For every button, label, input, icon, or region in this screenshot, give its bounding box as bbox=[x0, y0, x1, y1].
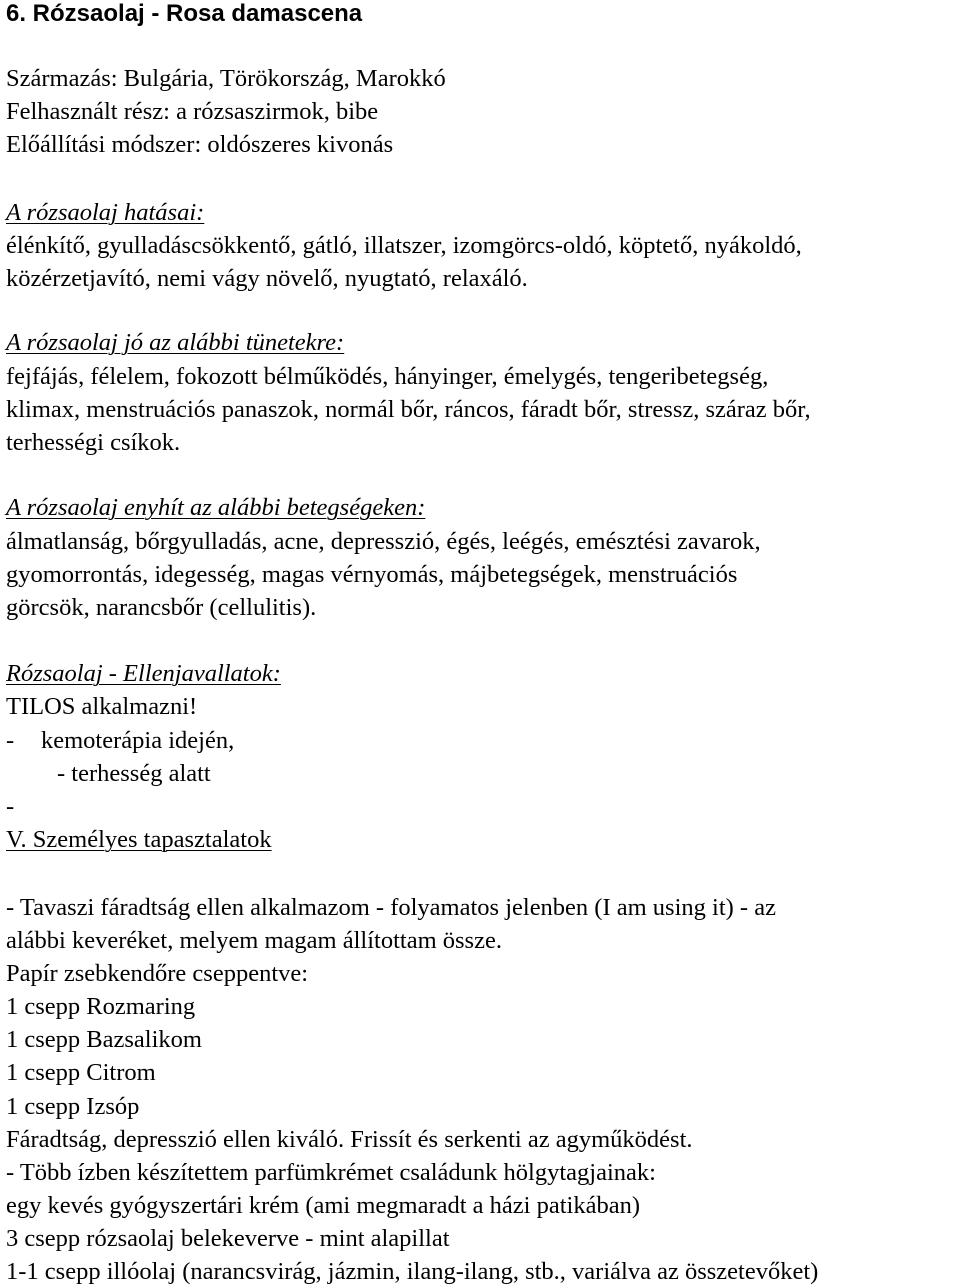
part-used-line: Felhasznált rész: a rózsaszirmok, bibe bbox=[6, 98, 379, 125]
contraindications-warning: TILOS alkalmazni! bbox=[6, 693, 198, 720]
contraindication-item: kemoterápia idején, bbox=[41, 727, 235, 754]
experience-heading bbox=[6, 826, 272, 854]
experience-line: alábbi keveréket, melyem magam állítottam össze. bbox=[6, 927, 502, 954]
document-title: 6. Rózsaolaj - Rosa damascena bbox=[6, 0, 363, 27]
recipe-item: 1 csepp Bazsalikom bbox=[6, 1026, 202, 1053]
contraindication-dash: - bbox=[6, 793, 15, 820]
experience-heading-text: V. Személyes tapasztalatok bbox=[6, 826, 272, 853]
effects-line: élénkítő, gyulladáscsökkentő, gátló, illatszer, izomgörcs-oldó, köptető, nyákoldó, bbox=[6, 232, 802, 259]
experience-line: egy kevés gyógyszertári krém (ami megmaradt a házi patikában) bbox=[6, 1192, 641, 1219]
experience-line: 1-1 csepp illóolaj (narancsvirág, jázmin, ilang-ilang, stb., variálva az összetevőket) bbox=[6, 1258, 819, 1285]
symptoms-line: terhességi csíkok. bbox=[6, 429, 181, 456]
contraindication-dash: - bbox=[6, 727, 15, 754]
diseases-heading: A rózsaolaj enyhít az alábbi betegségeken: bbox=[6, 494, 426, 521]
diseases-line: álmatlanság, bőrgyulladás, acne, depresszió, égés, leégés, emésztési zavarok, bbox=[6, 528, 761, 555]
diseases-line: gyomorrontás, idegesség, magas vérnyomás, májbetegségek, menstruációs bbox=[6, 561, 738, 588]
experience-line: Fáradtság, depresszió ellen kiváló. Frissít és serkenti az agyműködést. bbox=[6, 1126, 693, 1153]
recipe-item: 1 csepp Citrom bbox=[6, 1059, 156, 1086]
symptoms-line: fejfájás, félelem, fokozott bélműködés, hányinger, émelygés, tengeribetegség, bbox=[6, 363, 769, 390]
effects-heading: A rózsaolaj hatásai: bbox=[6, 199, 205, 226]
recipe-item: 1 csepp Rozmaring bbox=[6, 993, 196, 1020]
experience-line: Papír zsebkendőre cseppentve: bbox=[6, 960, 309, 987]
diseases-line: görcsök, narancsbőr (cellulitis). bbox=[6, 594, 317, 621]
experience-line: - Több ízben készítettem parfümkrémet családunk hölgytagjainak: bbox=[6, 1159, 656, 1186]
origin-line: Származás: Bulgária, Törökország, Marokkó bbox=[6, 65, 446, 92]
contraindications-heading: Rózsaolaj - Ellenjavallatok: bbox=[6, 660, 281, 687]
experience-line: 3 csepp rózsaolaj belekeverve - mint alapillat bbox=[6, 1225, 450, 1252]
effects-line: közérzetjavító, nemi vágy növelő, nyugtató, relaxáló. bbox=[6, 265, 528, 292]
method-line: Előállítási módszer: oldószeres kivonás bbox=[6, 131, 394, 158]
contraindication-item: - terhesség alatt bbox=[57, 760, 211, 787]
symptoms-heading: A rózsaolaj jó az alábbi tünetekre: bbox=[6, 329, 345, 356]
symptoms-line: klimax, menstruációs panaszok, normál bőr, ráncos, fáradt bőr, stressz, száraz bőr, bbox=[6, 396, 811, 423]
recipe-item: 1 csepp Izsóp bbox=[6, 1093, 140, 1120]
experience-line: - Tavaszi fáradtság ellen alkalmazom - folyamatos jelenben (I am using it) - az bbox=[6, 894, 776, 921]
